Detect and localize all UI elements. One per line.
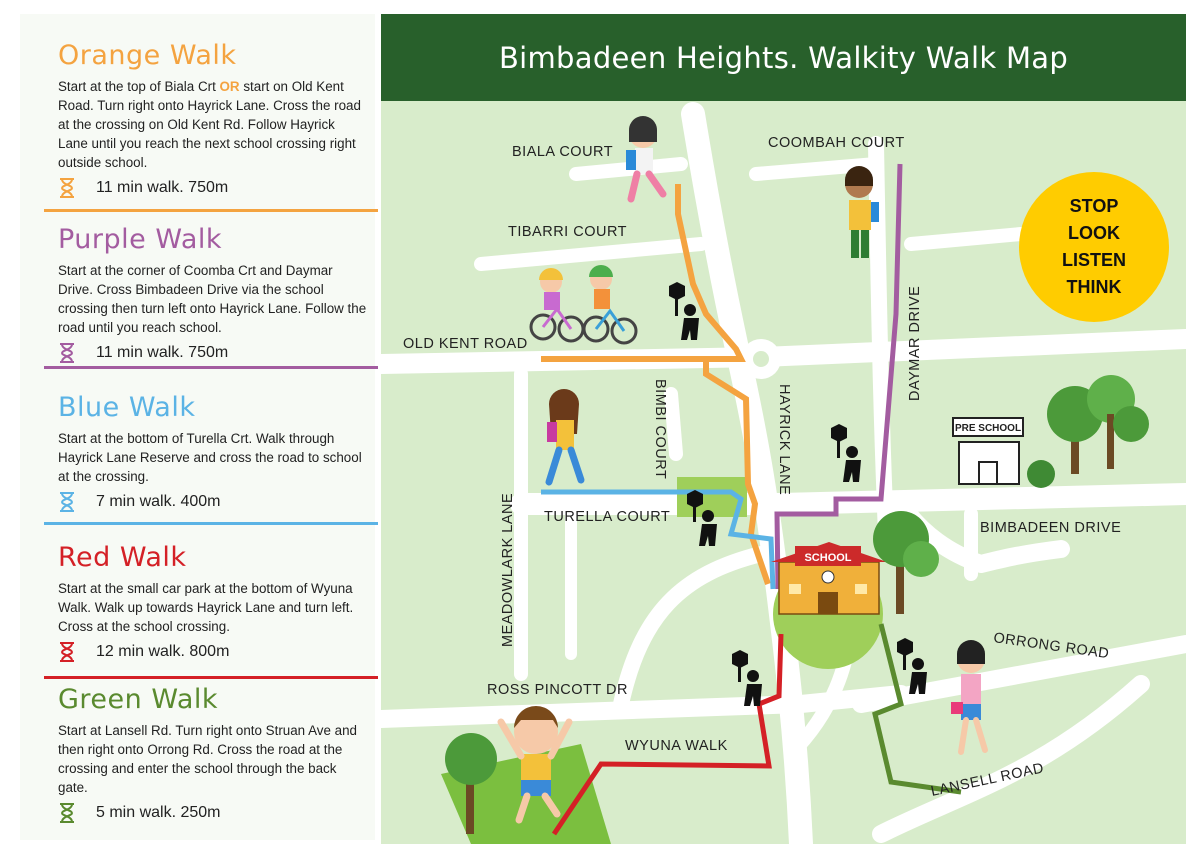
street-label-biala-court: BIALA COURT (512, 144, 614, 160)
street-label-turella-court: TURELLA COURT (544, 509, 671, 525)
street-label-coombah-court: COOMBAH COURT (768, 135, 905, 151)
walk-time-text: 11 min walk. 750m (96, 344, 229, 361)
walk-title: Purple Walk (58, 224, 223, 255)
walk-title: Red Walk (58, 542, 187, 573)
street-label-meadowlark-lane: MEADOWLARK LANE (500, 492, 516, 647)
walk-description: Start at the bottom of Turella Crt. Walk through Hayrick Lane Reserve and cross the road to school at the crossing. (58, 431, 362, 484)
walk-description-part: Start at the top of Biala Crt (58, 79, 220, 94)
walk-time (58, 178, 368, 198)
walk-time-text: 11 min walk. 750m (96, 179, 229, 196)
walk-orange (58, 40, 368, 198)
children-cycling-icon (531, 265, 636, 343)
walk-time-text: 12 min walk. 800m (96, 643, 230, 660)
walk-description (58, 77, 368, 172)
walk-time (58, 343, 368, 363)
walk-purple (58, 224, 368, 363)
hourglass-icon (58, 178, 76, 198)
walk-red (58, 542, 368, 662)
clock-icon (822, 571, 834, 583)
walk-title: Orange Walk (58, 40, 237, 71)
walk-description-part: start on Old Kent Road. Turn right onto Hayrick Lane. Cross the road at the crossing on Old Kent Rd. Follow Hayrick Lane until you reach the next school crossing right outside school. (58, 79, 361, 170)
school-building (771, 542, 887, 614)
walk-title: Blue Walk (58, 392, 196, 423)
safety-word: THINK (1066, 277, 1122, 297)
map-header (381, 14, 1186, 101)
map-canvas (381, 14, 1186, 844)
walk-time (58, 803, 368, 823)
pre-school-building (953, 418, 1023, 484)
street-label-orrong-road: ORRONG ROAD (992, 630, 1111, 663)
walk-time-text: 5 min walk. 250m (96, 804, 221, 821)
walk-time (58, 642, 368, 662)
hourglass-icon (58, 803, 76, 823)
walk-time (58, 492, 368, 512)
street-label-hayrick-lane: HAYRICK LANE (776, 384, 792, 496)
walk-divider (44, 522, 378, 525)
road-coombah-extension (911, 234, 1021, 244)
roundabout-center (753, 351, 769, 367)
child-walking-icon (951, 640, 985, 752)
street-label-lansell-road: LANSELL ROAD (929, 760, 1046, 800)
street-label-daymar-drive: DAYMAR DRIVE (907, 285, 923, 401)
safety-word: LOOK (1068, 223, 1120, 243)
hourglass-icon (58, 642, 76, 662)
walk-map (381, 14, 1186, 844)
map-title: Bimbadeen Heights. Walkity Walk Map (498, 40, 1069, 75)
hourglass-icon (58, 492, 76, 512)
walk-description-keyword: OR (219, 79, 240, 94)
walk-divider (44, 366, 378, 369)
road-lansell (881, 684, 1141, 834)
walk-description: Start at the small car park at the bottom of Wyuna Walk. Walk up towards Hayrick Lane and turn left. Cross at the school crossing. (58, 581, 354, 634)
tree-icon (1027, 375, 1149, 488)
street-label-bimbi-court: BIMBI COURT (652, 379, 668, 480)
walk-time-text: 7 min walk. 400m (96, 493, 221, 510)
street-label-old-kent-road: OLD KENT ROAD (403, 336, 528, 352)
walk-divider (44, 676, 378, 679)
school-label: SCHOOL (804, 552, 852, 564)
walk-divider (44, 209, 378, 212)
walk-description: Start at Lansell Rd. Turn right onto Struan Ave and then right onto Orrong Rd. Cross the road at the crossing and enter the school through the back gate. (58, 723, 357, 795)
street-label-ross-pincott-dr: ROSS PINCOTT DR (487, 682, 628, 698)
pre-school-label: PRE SCHOOL (954, 423, 1022, 434)
road-bimbi-court (671, 394, 676, 454)
safety-word: STOP (1069, 196, 1119, 216)
route-green (875, 624, 961, 792)
street-label-tibarri-court: TIBARRI COURT (508, 224, 628, 240)
walk-green (58, 684, 368, 823)
walk-description: Start at the corner of Coomba Crt and Daymar Drive. Cross Bimbadeen Drive via the school crossing then turn left onto Hayrick Lane. Follow the road until you reach school. (58, 263, 367, 335)
safety-word: LISTEN (1061, 250, 1126, 270)
street-label-wyuna-walk: WYUNA WALK (625, 738, 728, 754)
school-door (818, 592, 838, 614)
safety-message-badge (1019, 172, 1169, 322)
road-tibarri-court (481, 244, 701, 264)
crossing-supervisor-icon (831, 424, 861, 482)
walk-blue (58, 392, 368, 512)
child-walking-icon (547, 389, 581, 482)
hourglass-icon (58, 343, 76, 363)
child-walking-icon (626, 116, 663, 199)
street-label-bimbadeen-drive: BIMBADEEN DRIVE (980, 520, 1122, 536)
walk-legend-panel (20, 14, 375, 840)
walk-title: Green Walk (58, 684, 218, 715)
